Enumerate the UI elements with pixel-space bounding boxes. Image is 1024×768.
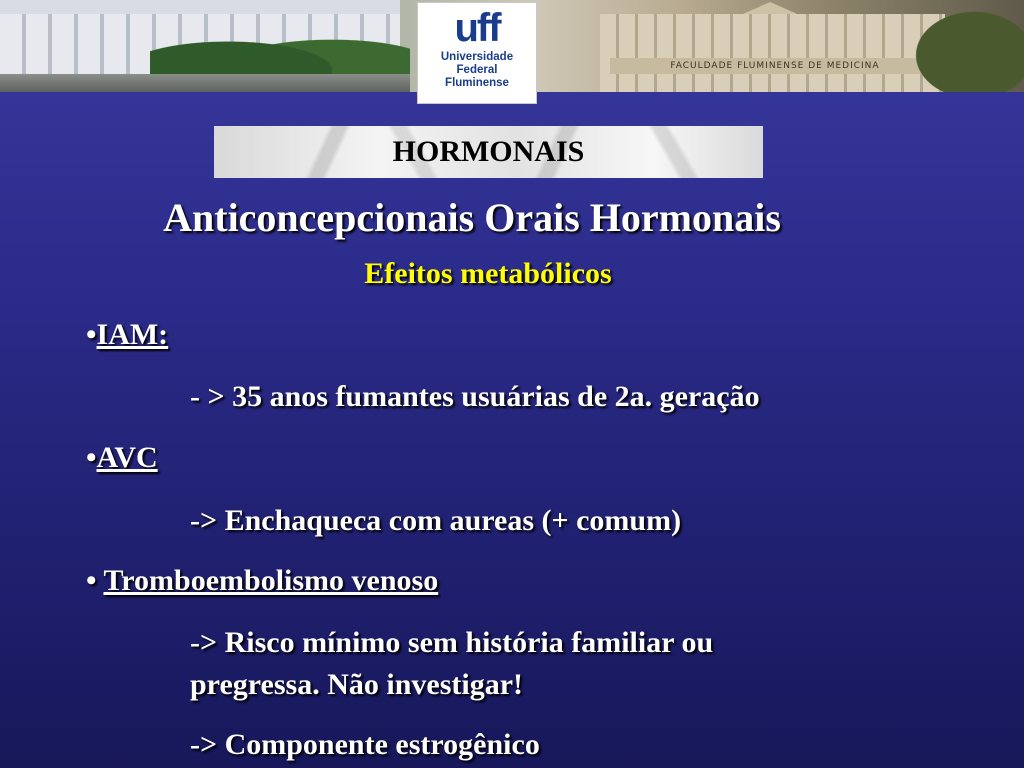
slide-subtitle: Efeitos metabólicos — [364, 257, 612, 290]
bullet-label-iam: IAM: — [96, 318, 169, 351]
logo-line-3: Fluminense — [445, 77, 509, 89]
bullet-item-avc — [86, 437, 158, 479]
bullet-item-tromboembolismo — [86, 560, 438, 602]
detail-tromboembolismo-line-1: -> Risco mínimo sem história familiar ou — [190, 626, 714, 659]
slide-title: Anticoncepcionais Orais Hormonais — [163, 195, 781, 240]
uff-logo-mark: uff — [454, 6, 500, 50]
left-building-roof — [0, 0, 400, 14]
detail-tromboembolismo-line-2: pregressa. Não investigar! — [190, 668, 524, 701]
bullet-marker: • — [86, 564, 104, 597]
bullet-label-tromboembolismo: Tromboembolismo venoso — [103, 564, 439, 597]
logo-line-2: Federal — [456, 64, 498, 76]
logo-line-1: Universidade — [440, 51, 514, 63]
bullet-item-iam — [86, 314, 168, 356]
left-ground — [0, 74, 410, 92]
bullet-marker: • — [86, 441, 97, 474]
detail-avc: -> Enchaqueca com aureas (+ comum) — [190, 504, 682, 537]
right-building-photo — [600, 14, 945, 92]
bullet-label-avc: AVC — [96, 441, 158, 474]
section-label: HORMONAIS — [214, 126, 763, 178]
right-trees — [900, 0, 1024, 92]
bullet-marker: • — [86, 318, 97, 351]
detail-componente-estrogenico: -> Componente estrogênico — [190, 728, 540, 761]
detail-iam: - > 35 anos fumantes usuárias de 2a. geração — [190, 380, 760, 413]
building-inscription: FACULDADE FLUMINENSE DE MEDICINA — [610, 58, 940, 74]
uff-logo — [417, 2, 537, 104]
